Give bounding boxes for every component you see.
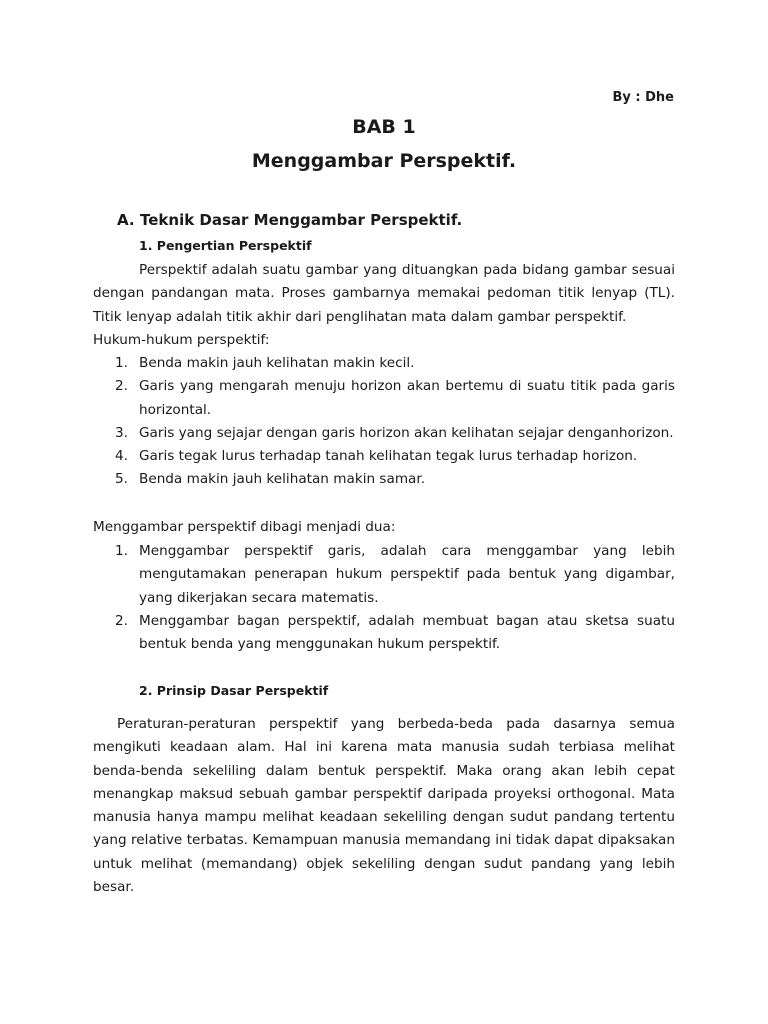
list-item (93, 468, 675, 491)
list-number: 2. (115, 378, 128, 395)
list-item (93, 445, 675, 468)
laws-list (93, 352, 675, 492)
chapter-label: BAB 1 (352, 116, 416, 138)
section-title: Teknik Dasar Menggambar Perspektif. (140, 211, 463, 229)
subheading-prinsip: 2. Prinsip Dasar Perspektif (139, 683, 329, 698)
types-list (93, 540, 675, 656)
list-item (93, 422, 675, 445)
section-marker: A. (117, 211, 135, 229)
list-item (93, 610, 675, 657)
list-item (93, 375, 675, 422)
page-title: Menggambar Perspektif. (251, 150, 517, 172)
list-text: Garis yang sejajar dengan garis horizon akan kelihatan sejajar denganhorizon. (139, 424, 674, 441)
list-number: 3. (115, 424, 128, 441)
list-number: 1. (115, 543, 128, 559)
paragraph-prinsip: Peraturan-peraturan perspektif yang berbeda-beda pada dasarnya semua mengikuti keadaan alam. Hal ini karena mata manusia sudah terbiasa melihat benda-benda sekeliling dalam bentuk perspektif. Maka orang akan lebih cepat menangkap maksud sebuah gambar perspektif daripada proyeksi orthogonal. Mata manusia hanya mampu melihat keadaan sekeliling dengan sudut pandang tertentu yang relative terbatas. Kemampuan manusia memandang ini tidak dapat dipaksakan untuk melihat (memandang) objek sekeliling dengan sudut pandang yang lebih besar. (93, 716, 675, 896)
list-text: Benda makin jauh kelihatan makin samar. (139, 471, 426, 488)
paragraph-pengertian: Perspektif adalah suatu gambar yang dituangkan pada bidang gambar sesuai dengan pandangan mata. Proses gambarnya memakai pedoman titik lenyap (TL). Titik lenyap adalah titik akhir dari penglihatan mata dalam gambar perspektif. (93, 262, 675, 325)
list-text: Menggambar perspektif garis, adalah cara menggambar yang lebih mengutamakan penerapan hukum perspektif pada bentuk yang digambar, yang dikerjakan secara matematis. (139, 543, 675, 606)
list-text: Benda makin jauh kelihatan makin kecil. (139, 355, 415, 371)
author-credit: By : Dhe (612, 90, 674, 105)
types-intro: Menggambar perspektif dibagi menjadi dua: (93, 519, 396, 535)
list-text: Menggambar bagan perspektif, adalah membuat bagan atau sketsa suatu bentuk benda yang menggunakan hukum perspektif. (139, 612, 675, 653)
laws-intro: Hukum-hukum perspektif: (93, 332, 270, 348)
subheading-pengertian: 1. Pengertian Perspektif (139, 238, 312, 253)
list-number: 1. (115, 355, 128, 371)
list-number: 2. (115, 612, 128, 629)
list-item (93, 352, 675, 375)
list-number: 4. (115, 448, 128, 465)
section-a-heading (117, 209, 462, 231)
list-text: Garis yang mengarah menuju horizon akan bertemu di suatu titik pada garis horizontal. (139, 378, 675, 418)
list-text: Garis tegak lurus terhadap tanah kelihatan tegak lurus terhadap horizon. (139, 448, 638, 465)
list-item (93, 540, 675, 610)
list-number: 5. (115, 471, 128, 488)
